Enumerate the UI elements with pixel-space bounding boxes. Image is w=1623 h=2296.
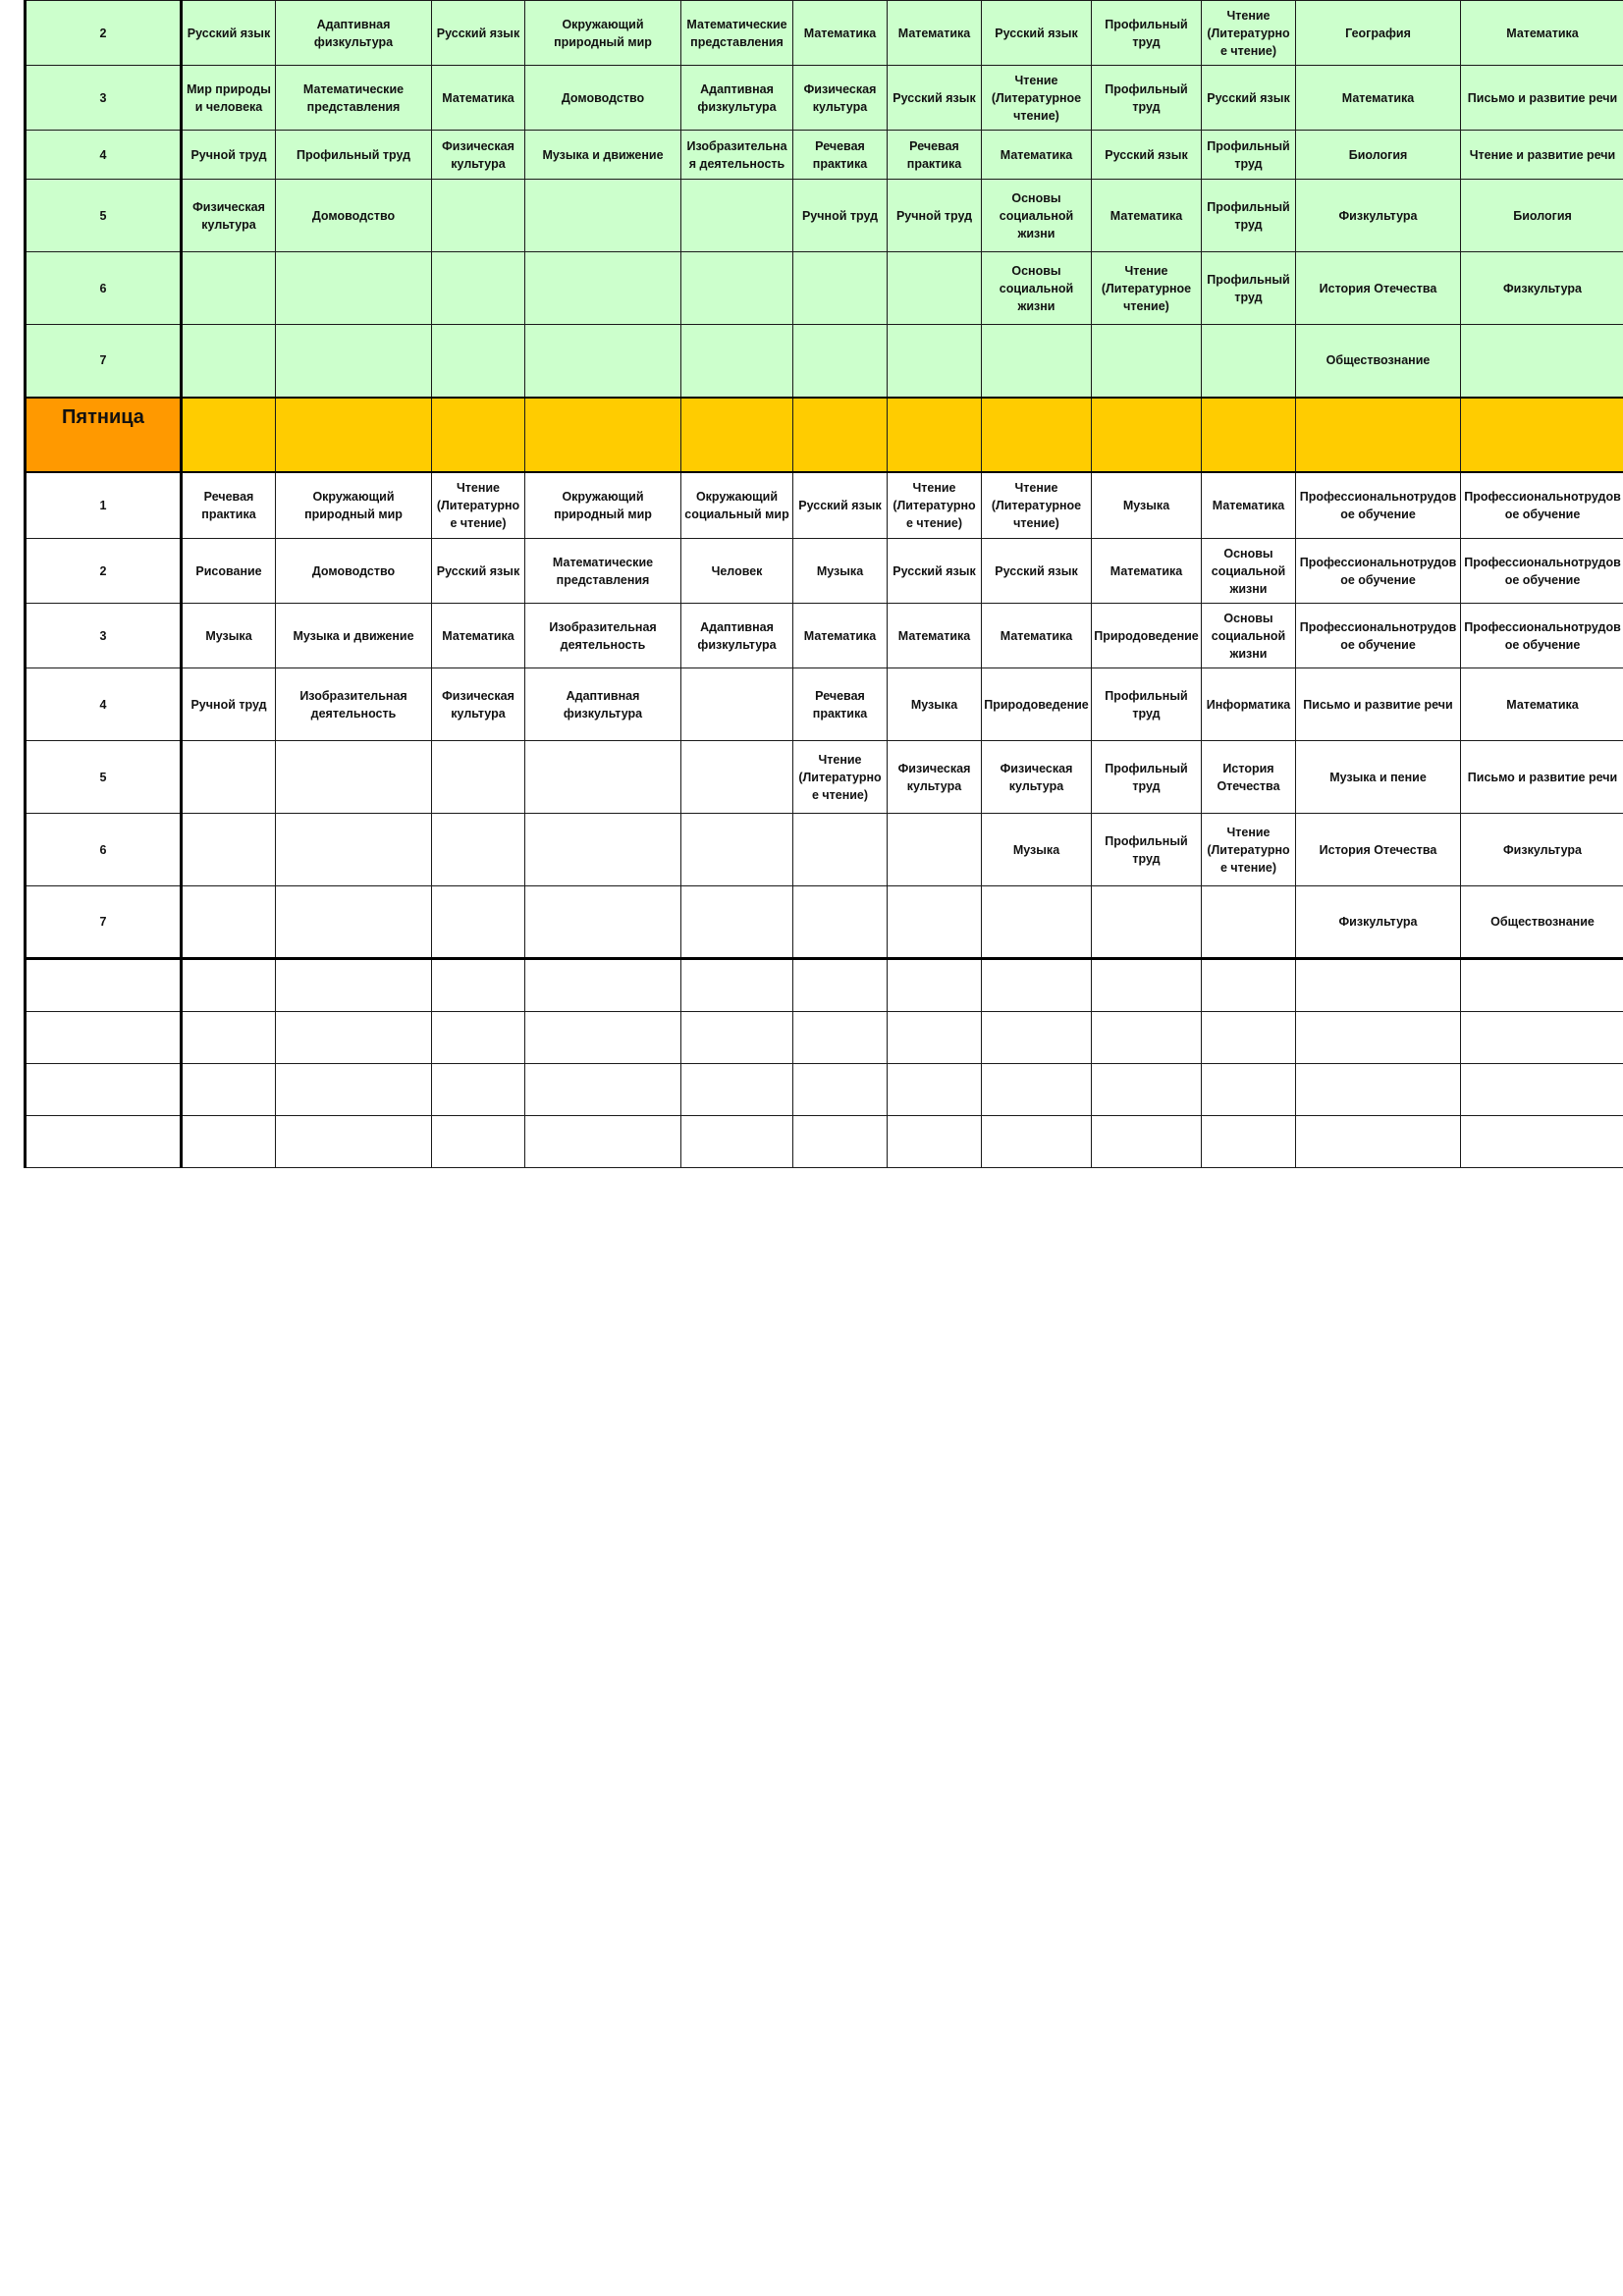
lesson-cell: Математика — [888, 604, 982, 668]
day-header-cell — [432, 398, 525, 472]
lesson-cell — [1202, 886, 1296, 959]
day-header-cell — [276, 398, 432, 472]
lesson-cell: Физическая культура — [793, 66, 888, 131]
lesson-cell: Физическая культура — [432, 131, 525, 180]
lesson-cell: Речевая практика — [793, 131, 888, 180]
lesson-cell: Домоводство — [276, 539, 432, 604]
lesson-cell — [888, 886, 982, 959]
lesson-number: 6 — [26, 814, 182, 886]
lesson-cell: Профессиональнотрудовое обучение — [1461, 472, 1623, 539]
lesson-cell: Русский язык — [982, 539, 1092, 604]
day-header-cell — [888, 398, 982, 472]
lesson-cell — [681, 814, 793, 886]
lesson-cell: Математика — [1461, 1, 1623, 66]
lesson-number: 2 — [26, 539, 182, 604]
lesson-cell: Чтение (Литературное чтение) — [1092, 252, 1202, 325]
empty-cell — [888, 1116, 982, 1168]
lesson-cell: Русский язык — [1202, 66, 1296, 131]
lesson-cell — [888, 814, 982, 886]
empty-cell — [1296, 1012, 1461, 1064]
lesson-cell: Музыка и движение — [276, 604, 432, 668]
lesson-cell: Окружающий природный мир — [525, 472, 681, 539]
lesson-cell — [1092, 325, 1202, 398]
lesson-cell — [1202, 325, 1296, 398]
lesson-cell: Музыка — [1092, 472, 1202, 539]
lesson-cell: Окружающий природный мир — [276, 472, 432, 539]
lesson-cell: Чтение и развитие речи — [1461, 131, 1623, 180]
lesson-row — [26, 741, 1623, 814]
empty-cell — [1092, 959, 1202, 1012]
empty-row — [26, 1116, 1623, 1168]
empty-cell — [982, 1012, 1092, 1064]
lesson-number: 7 — [26, 325, 182, 398]
lesson-cell: Физкультура — [1296, 886, 1461, 959]
lesson-cell: Ручной труд — [182, 668, 276, 741]
lesson-number: 1 — [26, 472, 182, 539]
lesson-number: 3 — [26, 604, 182, 668]
lesson-cell — [681, 180, 793, 252]
empty-cell — [681, 1012, 793, 1064]
empty-cell — [888, 1064, 982, 1116]
lesson-cell: Русский язык — [432, 539, 525, 604]
lesson-cell: Физкультура — [1461, 252, 1623, 325]
empty-rows — [26, 959, 1623, 1168]
lesson-cell: Математика — [432, 604, 525, 668]
lesson-cell — [982, 886, 1092, 959]
lesson-number: 4 — [26, 668, 182, 741]
empty-cell — [182, 1116, 276, 1168]
empty-cell — [276, 1064, 432, 1116]
lesson-cell — [1461, 325, 1623, 398]
lesson-cell: Профильный труд — [1092, 814, 1202, 886]
lesson-number: 4 — [26, 131, 182, 180]
lesson-cell: Математика — [982, 604, 1092, 668]
lesson-cell: Обществознание — [1296, 325, 1461, 398]
lesson-cell: Изобразительная деятельность — [525, 604, 681, 668]
lesson-row — [26, 1, 1623, 66]
empty-cell — [1092, 1064, 1202, 1116]
lesson-cell — [982, 325, 1092, 398]
empty-cell — [888, 1012, 982, 1064]
empty-cell — [982, 959, 1092, 1012]
empty-cell — [1202, 1012, 1296, 1064]
lesson-cell — [525, 741, 681, 814]
lesson-cell — [276, 325, 432, 398]
lesson-cell: Адаптивная физкультура — [276, 1, 432, 66]
thursday-lessons — [26, 1, 1623, 398]
lesson-cell: Математика — [888, 1, 982, 66]
day-header-cell — [1461, 398, 1623, 472]
lesson-row — [26, 131, 1623, 180]
empty-cell — [1296, 1116, 1461, 1168]
lesson-cell — [182, 886, 276, 959]
lesson-cell — [793, 325, 888, 398]
lesson-cell: Русский язык — [888, 66, 982, 131]
day-label-friday: Пятница — [26, 398, 182, 472]
lesson-cell — [681, 252, 793, 325]
lesson-cell: Математические представления — [681, 1, 793, 66]
lesson-cell: Математика — [793, 604, 888, 668]
day-header-cell — [1092, 398, 1202, 472]
lesson-cell: Обществознание — [1461, 886, 1623, 959]
lesson-cell — [681, 668, 793, 741]
lesson-cell — [681, 886, 793, 959]
lesson-cell: Профессиональнотрудовое обучение — [1296, 604, 1461, 668]
lesson-cell: Музыка и движение — [525, 131, 681, 180]
lesson-cell: История Отечества — [1202, 741, 1296, 814]
empty-cell — [276, 1012, 432, 1064]
lesson-cell — [793, 886, 888, 959]
lesson-cell — [525, 325, 681, 398]
lesson-cell — [276, 741, 432, 814]
lesson-number: 2 — [26, 1, 182, 66]
lesson-cell: Домоводство — [276, 180, 432, 252]
lesson-cell: Рисование — [182, 539, 276, 604]
lesson-cell: Письмо и развитие речи — [1461, 66, 1623, 131]
lesson-number: 5 — [26, 180, 182, 252]
empty-cell — [432, 959, 525, 1012]
lesson-cell: Профильный труд — [1202, 131, 1296, 180]
empty-row — [26, 959, 1623, 1012]
lesson-cell: Русский язык — [1092, 131, 1202, 180]
lesson-cell: Биология — [1461, 180, 1623, 252]
empty-cell — [793, 959, 888, 1012]
lesson-cell: Русский язык — [432, 1, 525, 66]
lesson-row — [26, 252, 1623, 325]
empty-cell — [26, 1064, 182, 1116]
lesson-cell: Профильный труд — [1092, 1, 1202, 66]
empty-cell — [432, 1064, 525, 1116]
lesson-cell — [182, 325, 276, 398]
lesson-cell: География — [1296, 1, 1461, 66]
empty-cell — [182, 1064, 276, 1116]
lesson-cell: Математика — [1092, 539, 1202, 604]
lesson-cell: Профессиональнотрудовое обучение — [1296, 539, 1461, 604]
lesson-cell: Русский язык — [793, 472, 888, 539]
day-header-cell — [1202, 398, 1296, 472]
lesson-cell: Адаптивная физкультура — [681, 66, 793, 131]
lesson-cell: Речевая практика — [793, 668, 888, 741]
lesson-cell: Профильный труд — [1092, 66, 1202, 131]
lesson-cell: Математические представления — [525, 539, 681, 604]
day-header-cell — [982, 398, 1092, 472]
friday-header — [26, 398, 1623, 472]
empty-cell — [26, 1116, 182, 1168]
lesson-cell — [525, 180, 681, 252]
lesson-cell: Основы социальной жизни — [1202, 539, 1296, 604]
lesson-cell — [525, 814, 681, 886]
lesson-cell: Профильный труд — [276, 131, 432, 180]
lesson-cell: Информатика — [1202, 668, 1296, 741]
lesson-row — [26, 539, 1623, 604]
empty-cell — [793, 1116, 888, 1168]
empty-cell — [182, 959, 276, 1012]
empty-cell — [1202, 1064, 1296, 1116]
lesson-cell: Чтение (Литературное чтение) — [432, 472, 525, 539]
lesson-cell: Речевая практика — [182, 472, 276, 539]
lesson-cell: Физкультура — [1296, 180, 1461, 252]
lesson-cell: Физкультура — [1461, 814, 1623, 886]
lesson-row — [26, 66, 1623, 131]
lesson-cell: Музыка — [182, 604, 276, 668]
lesson-cell: Основы социальной жизни — [1202, 604, 1296, 668]
lesson-cell: Русский язык — [982, 1, 1092, 66]
lesson-cell: Чтение (Литературное чтение) — [888, 472, 982, 539]
empty-cell — [182, 1012, 276, 1064]
empty-cell — [276, 1116, 432, 1168]
empty-row — [26, 1012, 1623, 1064]
empty-cell — [1092, 1116, 1202, 1168]
lesson-cell: Ручной труд — [182, 131, 276, 180]
lesson-cell: Письмо и развитие речи — [1461, 741, 1623, 814]
lesson-cell — [432, 180, 525, 252]
lesson-cell — [276, 252, 432, 325]
lesson-cell: Речевая практика — [888, 131, 982, 180]
lesson-number: 3 — [26, 66, 182, 131]
lesson-cell: Биология — [1296, 131, 1461, 180]
empty-cell — [525, 1012, 681, 1064]
lesson-cell: Чтение (Литературное чтение) — [982, 66, 1092, 131]
empty-cell — [525, 1116, 681, 1168]
empty-cell — [525, 959, 681, 1012]
lesson-cell: Математика — [432, 66, 525, 131]
empty-cell — [432, 1012, 525, 1064]
empty-row — [26, 1064, 1623, 1116]
lesson-cell: Математика — [982, 131, 1092, 180]
lesson-cell: Физическая культура — [982, 741, 1092, 814]
lesson-cell — [1092, 886, 1202, 959]
lesson-row — [26, 472, 1623, 539]
lesson-cell: Профильный труд — [1202, 180, 1296, 252]
lesson-cell — [793, 814, 888, 886]
empty-cell — [793, 1064, 888, 1116]
lesson-row — [26, 604, 1623, 668]
lesson-cell: Музыка — [793, 539, 888, 604]
lesson-cell: Математические представления — [276, 66, 432, 131]
lesson-cell: Основы социальной жизни — [982, 180, 1092, 252]
day-header-cell — [1296, 398, 1461, 472]
lesson-row — [26, 668, 1623, 741]
lesson-cell — [276, 814, 432, 886]
lesson-cell: Физическая культура — [888, 741, 982, 814]
empty-cell — [1461, 959, 1623, 1012]
lesson-cell: Математика — [793, 1, 888, 66]
lesson-cell — [432, 886, 525, 959]
lesson-cell — [432, 814, 525, 886]
lesson-cell — [432, 741, 525, 814]
empty-cell — [681, 959, 793, 1012]
lesson-cell — [276, 886, 432, 959]
lesson-row — [26, 886, 1623, 959]
empty-cell — [1202, 959, 1296, 1012]
lesson-cell — [182, 814, 276, 886]
empty-cell — [793, 1012, 888, 1064]
lesson-cell — [888, 252, 982, 325]
empty-cell — [432, 1116, 525, 1168]
lesson-cell: Изобразительная деятельность — [681, 131, 793, 180]
empty-cell — [276, 959, 432, 1012]
lesson-cell: Письмо и развитие речи — [1296, 668, 1461, 741]
empty-cell — [982, 1064, 1092, 1116]
lesson-row — [26, 814, 1623, 886]
lesson-cell: Физическая культура — [432, 668, 525, 741]
lesson-cell — [182, 741, 276, 814]
day-header-cell — [793, 398, 888, 472]
day-header-cell — [182, 398, 276, 472]
lesson-cell: Профессиональнотрудовое обучение — [1461, 539, 1623, 604]
day-header-cell — [681, 398, 793, 472]
lesson-row — [26, 325, 1623, 398]
lesson-cell: Ручной труд — [888, 180, 982, 252]
lesson-cell: Изобразительная деятельность — [276, 668, 432, 741]
lesson-cell: Русский язык — [182, 1, 276, 66]
lesson-cell: Музыка — [888, 668, 982, 741]
lesson-cell: Природоведение — [982, 668, 1092, 741]
lesson-cell: Окружающий природный мир — [525, 1, 681, 66]
day-header-cell — [525, 398, 681, 472]
lesson-cell — [432, 252, 525, 325]
lesson-cell: Чтение (Литературное чтение) — [982, 472, 1092, 539]
lesson-cell: Музыка — [982, 814, 1092, 886]
empty-cell — [681, 1116, 793, 1168]
empty-cell — [1296, 1064, 1461, 1116]
friday-lessons — [26, 472, 1623, 959]
lesson-cell: Человек — [681, 539, 793, 604]
lesson-cell: Основы социальной жизни — [982, 252, 1092, 325]
empty-cell — [982, 1116, 1092, 1168]
lesson-cell — [182, 252, 276, 325]
schedule-table — [24, 0, 1623, 1168]
empty-cell — [26, 1012, 182, 1064]
empty-cell — [26, 959, 182, 1012]
lesson-number: 5 — [26, 741, 182, 814]
lesson-cell: Адаптивная физкультура — [525, 668, 681, 741]
lesson-cell: Математика — [1461, 668, 1623, 741]
lesson-cell: Профильный труд — [1092, 668, 1202, 741]
lesson-cell: История Отечества — [1296, 252, 1461, 325]
lesson-cell: Ручной труд — [793, 180, 888, 252]
lesson-cell — [681, 741, 793, 814]
lesson-cell: Физическая культура — [182, 180, 276, 252]
lesson-row — [26, 180, 1623, 252]
lesson-cell — [793, 252, 888, 325]
lesson-cell: Математика — [1202, 472, 1296, 539]
empty-cell — [1461, 1116, 1623, 1168]
lesson-cell: Адаптивная физкультура — [681, 604, 793, 668]
lesson-cell — [681, 325, 793, 398]
empty-cell — [525, 1064, 681, 1116]
lesson-cell: Чтение (Литературное чтение) — [1202, 1, 1296, 66]
empty-cell — [1092, 1012, 1202, 1064]
empty-cell — [681, 1064, 793, 1116]
lesson-cell: Математика — [1296, 66, 1461, 131]
lesson-cell: Музыка и пение — [1296, 741, 1461, 814]
lesson-cell — [525, 252, 681, 325]
lesson-cell: Профильный труд — [1092, 741, 1202, 814]
lesson-cell: Природоведение — [1092, 604, 1202, 668]
lesson-cell: Математика — [1092, 180, 1202, 252]
lesson-cell: Профессиональнотрудовое обучение — [1461, 604, 1623, 668]
empty-cell — [888, 959, 982, 1012]
empty-cell — [1461, 1064, 1623, 1116]
lesson-cell: История Отечества — [1296, 814, 1461, 886]
lesson-cell: Чтение (Литературное чтение) — [1202, 814, 1296, 886]
empty-cell — [1202, 1116, 1296, 1168]
lesson-cell: Русский язык — [888, 539, 982, 604]
lesson-cell — [525, 886, 681, 959]
lesson-cell: Окружающий социальный мир — [681, 472, 793, 539]
lesson-cell: Домоводство — [525, 66, 681, 131]
lesson-cell: Мир природы и человека — [182, 66, 276, 131]
lesson-number: 7 — [26, 886, 182, 959]
lesson-cell — [432, 325, 525, 398]
lesson-cell: Чтение (Литературное чтение) — [793, 741, 888, 814]
empty-cell — [1296, 959, 1461, 1012]
lesson-cell — [888, 325, 982, 398]
lesson-cell: Профессиональнотрудовое обучение — [1296, 472, 1461, 539]
lesson-number: 6 — [26, 252, 182, 325]
lesson-cell: Профильный труд — [1202, 252, 1296, 325]
empty-cell — [1461, 1012, 1623, 1064]
